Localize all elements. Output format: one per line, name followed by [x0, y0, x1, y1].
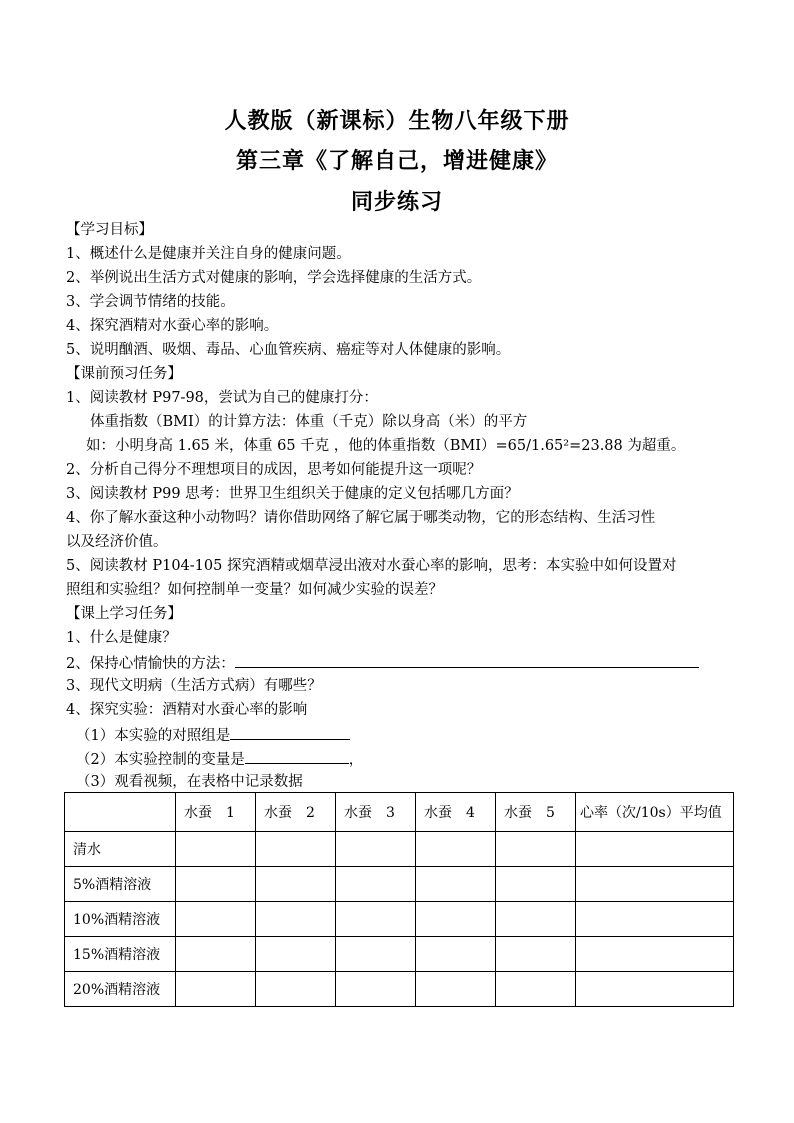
table-header-cell: 水蚕 4 [416, 793, 496, 832]
data-cell[interactable] [176, 902, 256, 937]
data-cell[interactable] [256, 832, 336, 867]
objective-item-1: 1、概述什么是健康并关注自身的健康问题。 [66, 246, 351, 262]
data-cell[interactable] [416, 972, 496, 1007]
table-header-cell: 水蚕 1 [176, 793, 256, 832]
data-cell[interactable] [336, 867, 416, 902]
data-cell[interactable] [336, 937, 416, 972]
objective-item-5: 5、说明酗酒、吸烟、毒品、心血管疾病、癌症等对人体健康的影响。 [66, 342, 511, 358]
data-cell[interactable] [576, 902, 734, 937]
answer-blank-mood[interactable] [235, 652, 699, 668]
experiment-sub-1-label: （1）本实验的对照组是 [76, 728, 231, 744]
table-row [65, 972, 734, 1007]
experiment-sub-2 [76, 748, 363, 770]
data-cell[interactable] [576, 972, 734, 1007]
table-row [65, 867, 734, 902]
row-label: 5%酒精溶液 [65, 867, 176, 902]
data-cell[interactable] [256, 867, 336, 902]
preview-item-4-line-1: 4、你了解水蚕这种小动物吗？请你借助网络了解它属于哪类动物，它的形态结构、生活习性 [66, 510, 656, 526]
data-cell[interactable] [496, 972, 576, 1007]
experiment-sub-3: （3）观看视频，在表格中记录数据 [76, 774, 303, 790]
data-cell[interactable] [496, 832, 576, 867]
title-line-3: 同步练习 [350, 189, 443, 215]
table-header-cell [65, 793, 176, 832]
table-header-cell: 心率（次/10s）平均值 [576, 793, 734, 832]
data-cell[interactable] [256, 937, 336, 972]
section-heading-objectives: 【学习目标】 [66, 222, 153, 238]
data-cell[interactable] [496, 902, 576, 937]
section-heading-preview: 【课前预习任务】 [66, 366, 182, 382]
in-class-item-2-label: 2、保持心情愉快的方法： [66, 656, 235, 672]
bmi-example-text: 如：小明身高 1.65 米，体重 65 千克 ，他的体重指数（BMI）=65/1.65²=23.88 为超重。 [86, 438, 686, 454]
answer-blank-control-group[interactable] [230, 724, 350, 740]
preview-item-2: 2、分析自己得分不理想项目的成因，思考如何能提升这一项呢？ [66, 462, 482, 478]
data-cell[interactable] [496, 937, 576, 972]
in-class-item-4: 4、探究实验：酒精对水蚕心率的影响 [66, 702, 308, 718]
data-cell[interactable] [176, 832, 256, 867]
title-line-2: 第三章《了解自己，增进健康》 [235, 148, 558, 174]
data-cell[interactable] [176, 972, 256, 1007]
data-cell[interactable] [336, 972, 416, 1007]
data-cell[interactable] [416, 902, 496, 937]
preview-item-4-line-2: 以及经济价值。 [66, 534, 168, 550]
experiment-sub-1 [76, 724, 350, 746]
heart-rate-data-table [64, 792, 734, 1007]
data-cell[interactable] [496, 867, 576, 902]
objective-item-4: 4、探究酒精对水蚕心率的影响。 [66, 318, 279, 334]
data-cell[interactable] [416, 867, 496, 902]
data-cell[interactable] [336, 832, 416, 867]
preview-item-3: 3、阅读教材 P99 思考：世界卫生组织关于健康的定义包括哪几方面？ [66, 486, 519, 502]
row-label: 清水 [65, 832, 176, 867]
table-row [65, 902, 734, 937]
in-class-item-3: 3、现代文明病（生活方式病）有哪些？ [66, 678, 322, 694]
data-cell[interactable] [176, 867, 256, 902]
data-cell[interactable] [256, 902, 336, 937]
in-class-item-2 [66, 652, 699, 674]
table-header-cell: 水蚕 2 [256, 793, 336, 832]
experiment-sub-2-label: （2）本实验控制的变量是 [76, 752, 245, 768]
section-heading-in-class: 【课上学习任务】 [66, 606, 182, 622]
experiment-sub-2-tail: ， [348, 752, 364, 768]
data-cell[interactable] [416, 937, 496, 972]
objective-item-2: 2、举例说出生活方式对健康的影响，学会选择健康的生活方式。 [66, 270, 482, 286]
preview-item-5-line-2: 照组和实验组？如何控制单一变量？如何减少实验的误差？ [66, 582, 443, 598]
in-class-item-1: 1、什么是健康？ [66, 630, 177, 646]
data-cell[interactable] [336, 902, 416, 937]
data-cell[interactable] [576, 832, 734, 867]
data-cell[interactable] [416, 832, 496, 867]
table-header-cell: 水蚕 5 [496, 793, 576, 832]
preview-item-1: 1、阅读教材 P97-98，尝试为自己的健康打分： [66, 390, 378, 406]
answer-blank-variable[interactable] [245, 748, 349, 764]
row-label: 15%酒精溶液 [65, 937, 176, 972]
data-cell[interactable] [176, 937, 256, 972]
table-header-cell: 水蚕 3 [336, 793, 416, 832]
table-row [65, 832, 734, 867]
table-header-row [65, 793, 734, 832]
row-label: 10%酒精溶液 [65, 902, 176, 937]
data-cell[interactable] [576, 867, 734, 902]
preview-item-5-line-1: 5、阅读教材 P104-105 探究酒精或烟草浸出液对水蚕心率的影响，思考：本实验中如何设置对 [66, 558, 677, 574]
objective-item-3: 3、学会调节情绪的技能。 [66, 294, 235, 310]
data-cell[interactable] [256, 972, 336, 1007]
title-line-1: 人教版（新课标）生物八年级下册 [224, 108, 570, 134]
row-label: 20%酒精溶液 [65, 972, 176, 1007]
table-row [65, 937, 734, 972]
bmi-method-text: 体重指数（BMI）的计算方法：体重（千克）除以身高（米）的平方 [90, 414, 528, 430]
data-cell[interactable] [576, 937, 734, 972]
